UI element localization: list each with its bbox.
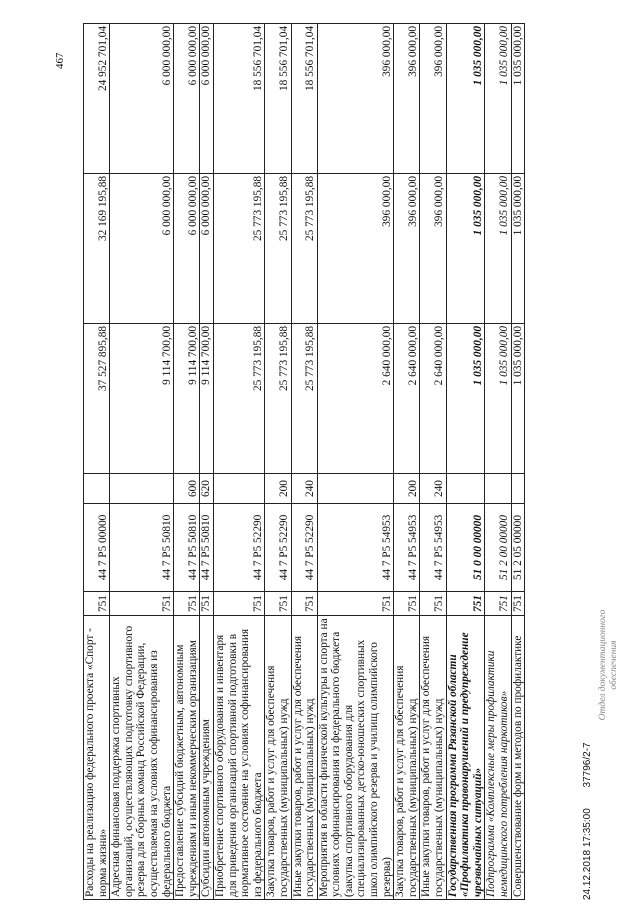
row-value-3: 18 556 701,04 xyxy=(291,24,317,174)
table-row xyxy=(213,24,264,900)
row-expense-type: 240 xyxy=(291,474,317,504)
row-article-code: 44 7 P5 52290 xyxy=(291,504,317,592)
budget-table-wrap xyxy=(83,24,525,900)
row-ministry-code: 751 xyxy=(420,592,446,616)
row-expense-type xyxy=(511,474,525,504)
row-value-1: 2 640 000,00 xyxy=(317,324,394,474)
row-value-2: 25 773 195,88 xyxy=(265,174,291,324)
row-ministry-code: 751 xyxy=(485,592,511,616)
row-name: Предоставление субсидий бюджетным, автономным учреждениям и иным некоммерческим организациям xyxy=(174,616,200,900)
row-value-3: 18 556 701,04 xyxy=(213,24,264,174)
row-name: Государственная программа Рязанской области «Профилактика правонарушений и предупреждение чрезвычайных ситуаций» xyxy=(446,616,485,900)
row-ministry-code: 751 xyxy=(317,592,394,616)
row-ministry-code: 751 xyxy=(110,592,174,616)
row-value-3: 24 952 701,04 xyxy=(84,24,110,174)
table-row xyxy=(446,24,485,900)
row-ministry-code: 751 xyxy=(174,592,200,616)
footer-stamp xyxy=(582,724,593,900)
table-row xyxy=(317,24,394,900)
row-article-code: 44 7 P5 50810 xyxy=(200,504,214,592)
table-row xyxy=(174,24,200,900)
row-expense-type xyxy=(110,474,174,504)
row-value-1: 9 114 700,00 xyxy=(110,324,174,474)
row-article-code: 51 2 00 00000 xyxy=(485,504,511,592)
row-article-code: 44 7 P5 54953 xyxy=(317,504,394,592)
page-number: 467 xyxy=(54,52,66,69)
row-value-3: 6 000 000,00 xyxy=(174,24,200,174)
row-value-2: 1 035 000,00 xyxy=(446,174,485,324)
row-article-code: 44 7 P5 54953 xyxy=(394,504,420,592)
row-ministry-code: 751 xyxy=(511,592,525,616)
row-ministry-code: 751 xyxy=(213,592,264,616)
footer-note-line-1: Отдел документационного xyxy=(598,609,608,721)
row-value-2: 1 035 000,00 xyxy=(511,174,525,324)
table-row xyxy=(110,24,174,900)
row-value-1: 25 773 195,88 xyxy=(213,324,264,474)
footer-date: 24.12.2018 17:35:00 xyxy=(582,808,593,900)
row-value-3: 396 000,00 xyxy=(420,24,446,174)
row-value-1: 2 640 000,00 xyxy=(394,324,420,474)
row-value-2: 6 000 000,00 xyxy=(110,174,174,324)
row-article-code: 44 7 P5 50810 xyxy=(174,504,200,592)
row-name: Субсидии автономным учреждениям xyxy=(200,616,214,900)
row-value-1: 1 035 000,00 xyxy=(511,324,525,474)
row-value-2: 25 773 195,88 xyxy=(291,174,317,324)
row-value-1: 1 035 000,00 xyxy=(485,324,511,474)
row-article-code: 51 0 00 00000 xyxy=(446,504,485,592)
row-value-1: 9 114 700,00 xyxy=(200,324,214,474)
row-article-code: 44 7 P5 52290 xyxy=(265,504,291,592)
row-value-3: 396 000,00 xyxy=(394,24,420,174)
row-article-code: 51 2 05 00000 xyxy=(511,504,525,592)
table-row xyxy=(485,24,511,900)
row-name: Подпрограмма «Комплексные меры профилактики немедицинского потребления наркотиков» xyxy=(485,616,511,900)
row-expense-type: 600 xyxy=(174,474,200,504)
row-ministry-code: 751 xyxy=(394,592,420,616)
row-ministry-code: 751 xyxy=(291,592,317,616)
row-value-3: 1 035 000,00 xyxy=(446,24,485,174)
row-value-2: 396 000,00 xyxy=(317,174,394,324)
row-ministry-code: 751 xyxy=(84,592,110,616)
row-value-1: 1 035 000,00 xyxy=(446,324,485,474)
row-name: Иные закупки товаров, работ и услуг для обеспечения государственных (муниципальных) нужд xyxy=(291,616,317,900)
row-value-2: 32 169 195,88 xyxy=(84,174,110,324)
row-value-2: 6 000 000,00 xyxy=(200,174,214,324)
row-expense-type xyxy=(317,474,394,504)
row-value-3: 18 556 701,04 xyxy=(265,24,291,174)
row-value-1: 37 527 895,88 xyxy=(84,324,110,474)
row-name: Мероприятия в области физической культуры и спорта на условиях софинансирования из федерального бюджета (закупка спортивного оборудования для специализированных детско-юношеских спортивных школ олимпийского резерва и училищ олимпийского резерва) xyxy=(317,616,394,900)
table-row xyxy=(291,24,317,900)
row-value-3: 396 000,00 xyxy=(317,24,394,174)
table-row xyxy=(200,24,214,900)
budget-table-body xyxy=(84,24,525,900)
row-value-3: 1 035 000,00 xyxy=(511,24,525,174)
row-value-3: 1 035 000,00 xyxy=(485,24,511,174)
table-row xyxy=(84,24,110,900)
row-value-3: 6 000 000,00 xyxy=(200,24,214,174)
table-row xyxy=(394,24,420,900)
row-expense-type xyxy=(446,474,485,504)
row-value-2: 396 000,00 xyxy=(420,174,446,324)
row-value-2: 25 773 195,88 xyxy=(213,174,264,324)
table-row xyxy=(265,24,291,900)
row-name: Закупка товаров, работ и услуг для обеспечения государственных (муниципальных) нужд xyxy=(394,616,420,900)
row-name: Совершенствование форм и методов по профилактике xyxy=(511,616,525,900)
row-value-1: 25 773 195,88 xyxy=(265,324,291,474)
row-value-2: 1 035 000,00 xyxy=(485,174,511,324)
footer-doc-id: 37796/2-7 xyxy=(582,742,593,788)
row-name: Расходы на реализацию федерального проекта «Спорт - норма жизни» xyxy=(84,616,110,900)
row-expense-type: 620 xyxy=(200,474,214,504)
row-name: Адресная финансовая поддержка спортивных организаций, осуществляющих подготовку спортивного резерва для сборных команд Российской Федерации, осуществляемая на условиях софинансирования из федерального бюджета xyxy=(110,616,174,900)
row-value-3: 6 000 000,00 xyxy=(110,24,174,174)
row-expense-type xyxy=(485,474,511,504)
row-value-1: 2 640 000,00 xyxy=(420,324,446,474)
row-name: Закупка товаров, работ и услуг для обеспечения государственных (муниципальных) нужд xyxy=(265,616,291,900)
row-article-code: 44 7 P5 54953 xyxy=(420,504,446,592)
row-article-code: 44 7 P5 52290 xyxy=(213,504,264,592)
row-value-1: 25 773 195,88 xyxy=(291,324,317,474)
row-expense-type xyxy=(84,474,110,504)
row-value-2: 396 000,00 xyxy=(394,174,420,324)
row-article-code: 44 7 P5 00000 xyxy=(84,504,110,592)
row-value-1: 9 114 700,00 xyxy=(174,324,200,474)
table-row xyxy=(420,24,446,900)
row-ministry-code: 751 xyxy=(200,592,214,616)
row-expense-type: 240 xyxy=(420,474,446,504)
row-ministry-code: 751 xyxy=(446,592,485,616)
row-expense-type: 200 xyxy=(265,474,291,504)
row-value-2: 6 000 000,00 xyxy=(174,174,200,324)
row-expense-type xyxy=(213,474,264,504)
table-row xyxy=(511,24,525,900)
budget-table xyxy=(83,23,525,900)
row-ministry-code: 751 xyxy=(265,592,291,616)
footer-note-line-2: обеспечения xyxy=(609,640,619,690)
footer-note xyxy=(598,430,620,900)
row-name: Иные закупки товаров, работ и услуг для обеспечения государственных (муниципальных) нужд xyxy=(420,616,446,900)
row-name: Приобретение спортивного оборудования и инвентаря для приведения организаций спортивной подготовки в нормативное состояние на условиях софинансирования из федерального бюджета xyxy=(213,616,264,900)
row-expense-type: 200 xyxy=(394,474,420,504)
row-article-code: 44 7 P5 50810 xyxy=(110,504,174,592)
